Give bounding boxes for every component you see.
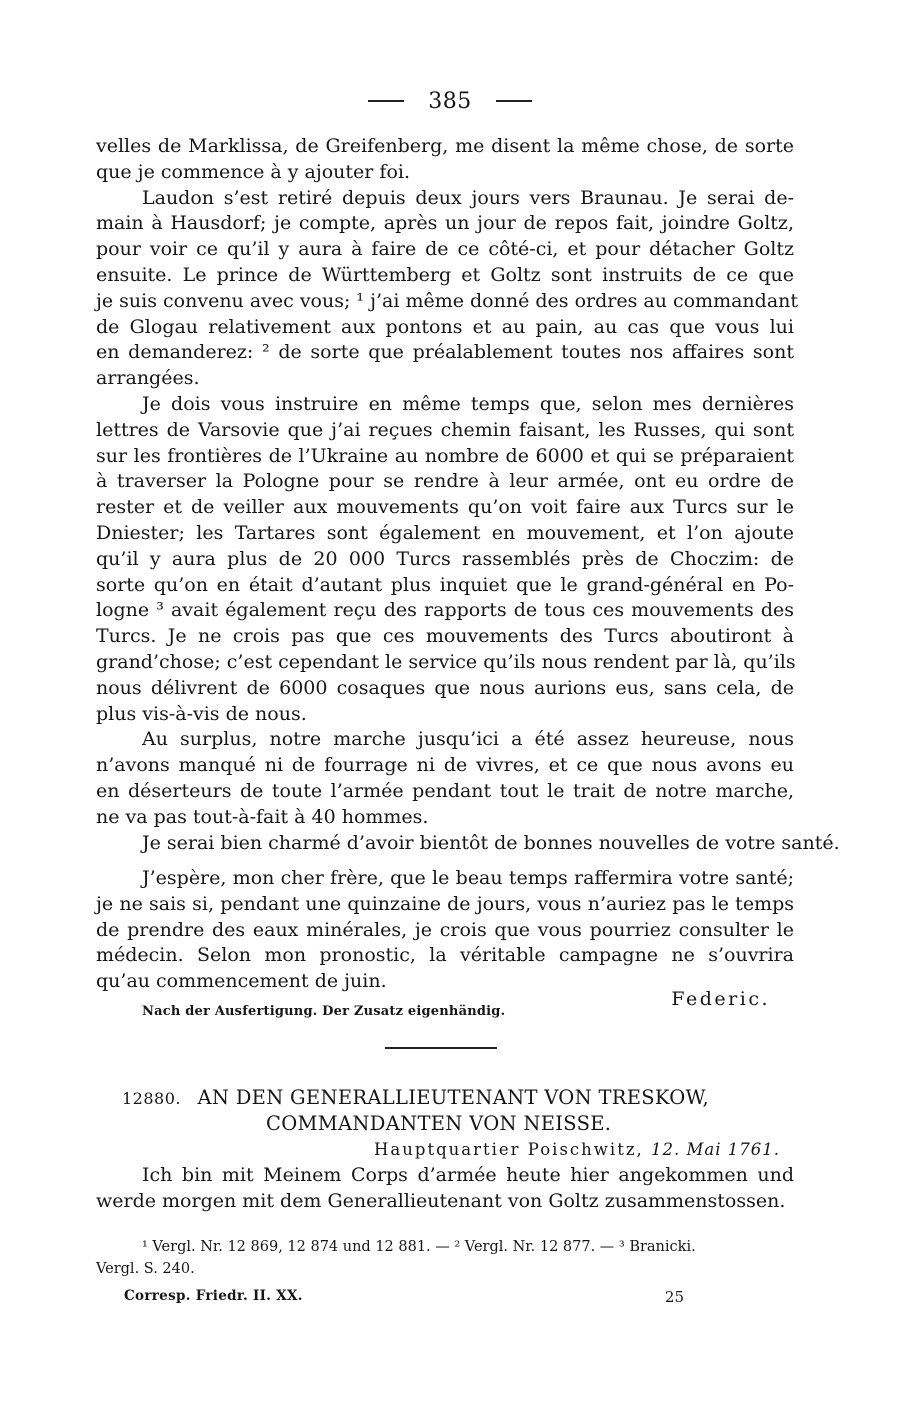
text-line: qu’au commencement de juin. bbox=[96, 970, 387, 993]
page-header bbox=[0, 86, 900, 116]
text-line: lettres de Varsovie que j’ai reçues chemin faisant, les Russes, qui sont bbox=[96, 418, 794, 441]
dateline-date: 12. Mai 1761. bbox=[651, 1140, 780, 1159]
text-line: en déserteurs de toute l’armée pendant tout le trait de notre marche, bbox=[96, 779, 794, 802]
text-line: je suis convenu avec vous; ¹ j’ai même donné des ordres au commandant bbox=[96, 289, 799, 312]
text-line: je ne sais si, pendant une quinzaine de jours, vous n’auriez pas le temps bbox=[96, 892, 794, 915]
text-line: rester et de veiller aux mouvements qu’on voit faire aux Turcs sur le bbox=[96, 496, 794, 519]
source-note: Nach der Ausfertigung. Der Zusatz eigenhändig. bbox=[142, 1004, 506, 1019]
header-dash-left bbox=[368, 100, 404, 102]
text-line: qu’il y aura plus de 20 000 Turcs rassemblés près de Choczim: de bbox=[96, 547, 794, 570]
dateline-place: Hauptquartier Poischwitz, bbox=[374, 1140, 644, 1159]
addressee-line-2: COMMANDANTEN VON NEISSE. bbox=[266, 1112, 612, 1135]
text-line: médecin. Selon mon pronostic, la véritable campagne ne s’ouvrira bbox=[96, 944, 794, 967]
text-line: Ich bin mit Meinem Corps d’armée heute hier angekommen und bbox=[142, 1164, 794, 1186]
section-divider bbox=[385, 1047, 497, 1049]
footnote-line: ¹ Vergl. Nr. 12 869, 12 874 und 12 881. — ² Vergl. Nr. 12 877. — ³ Branicki. bbox=[142, 1239, 696, 1255]
footnote-line: Vergl. S. 240. bbox=[96, 1261, 195, 1277]
text-line: de Glogau relativement aux pontons et au pain, au cas que vous lui bbox=[96, 315, 794, 338]
text-line: J’espère, mon cher frère, que le beau temps raffermira votre santé; bbox=[142, 867, 794, 889]
text-line: Je dois vous instruire en même temps que, selon mes dernières bbox=[142, 392, 794, 415]
text-line: n’avons manqué ni de fourrage ni de vivres, et ce que nous avons eu bbox=[96, 754, 794, 777]
text-line: velles de Marklissa, de Greifenberg, me disent la même chose, de sorte bbox=[96, 135, 794, 157]
text-line: werde morgen mit dem Generallieutenant von Goltz zusammenstossen. bbox=[96, 1189, 786, 1212]
dateline bbox=[96, 1137, 794, 1163]
letter-closing bbox=[96, 986, 794, 1019]
letter-main-text bbox=[96, 134, 840, 856]
letter-number: 12880. bbox=[122, 1089, 181, 1108]
footer-signature-mark: 25 bbox=[664, 1288, 684, 1306]
text-line: pour voir ce qu’il y aura à faire de ce côté-ci, et pour détacher Goltz bbox=[96, 238, 794, 261]
text-line: main à Hausdorf; je compte, après un jour de repos fait, joindre Goltz, bbox=[96, 212, 794, 235]
text-line: logne ³ avait également reçu des rapports de tous ces mouvements des bbox=[96, 599, 794, 622]
footnotes bbox=[96, 1236, 794, 1280]
footer-volume: Corresp. Friedr. II. XX. bbox=[124, 1288, 303, 1304]
addressee-line-1: AN DEN GENERALLIEUTENANT VON TRESKOW, bbox=[197, 1086, 709, 1109]
text-line: Dniester; les Tartares sont également en mouvement, et l’on ajoute bbox=[96, 521, 794, 544]
postscript-text bbox=[96, 866, 794, 995]
text-line: ensuite. Le prince de Württemberg et Goltz sont instruits de ce que bbox=[96, 263, 794, 286]
text-line: Je serai bien charmé d’avoir bientôt de bonnes nouvelles de votre santé. bbox=[142, 831, 840, 854]
text-line: nous délivrent de 6000 cosaques que nous aurions eus, sans cela, de bbox=[96, 676, 794, 699]
text-line: sorte qu’on en était d’autant plus inquiet que le grand-général en Po- bbox=[96, 573, 794, 596]
text-line: Au surplus, notre marche jusqu’ici a été assez heureuse, nous bbox=[142, 728, 794, 751]
header-dash-right bbox=[496, 100, 532, 102]
page-number: 385 bbox=[428, 88, 472, 114]
letter-heading bbox=[96, 1085, 794, 1163]
text-line: de prendre des eaux minérales, je crois que vous pourriez consulter le bbox=[96, 918, 794, 941]
page-footer bbox=[124, 1288, 684, 1308]
text-line: arrangées. bbox=[96, 367, 200, 390]
heading-line-1 bbox=[96, 1085, 794, 1111]
text-line: sur les frontières de l’Ukraine au nombre de 6000 et qui se préparaient bbox=[96, 444, 794, 467]
text-line: plus vis-à-vis de nous. bbox=[96, 702, 307, 725]
text-line: en demanderez: ² de sorte que préalablement toutes nos affaires sont bbox=[96, 341, 794, 364]
text-line: ne va pas tout-à-fait à 40 hommes. bbox=[96, 805, 429, 828]
text-line: à traverser la Pologne pour se rendre à leur armée, ont eu ordre de bbox=[96, 470, 794, 493]
text-line: grand’chose; c’est cependant le service qu’ils nous rendent par là, qu’ils bbox=[96, 650, 796, 673]
text-line: Turcs. Je ne crois pas que ces mouvements des Turcs aboutiront à bbox=[96, 625, 794, 648]
text-line: que je commence à y ajouter foi. bbox=[96, 160, 411, 183]
letter-second-text bbox=[96, 1163, 794, 1215]
signature: Federic. bbox=[671, 988, 770, 1010]
text-line: Laudon s’est retiré depuis deux jours vers Braunau. Je serai de- bbox=[142, 186, 794, 209]
